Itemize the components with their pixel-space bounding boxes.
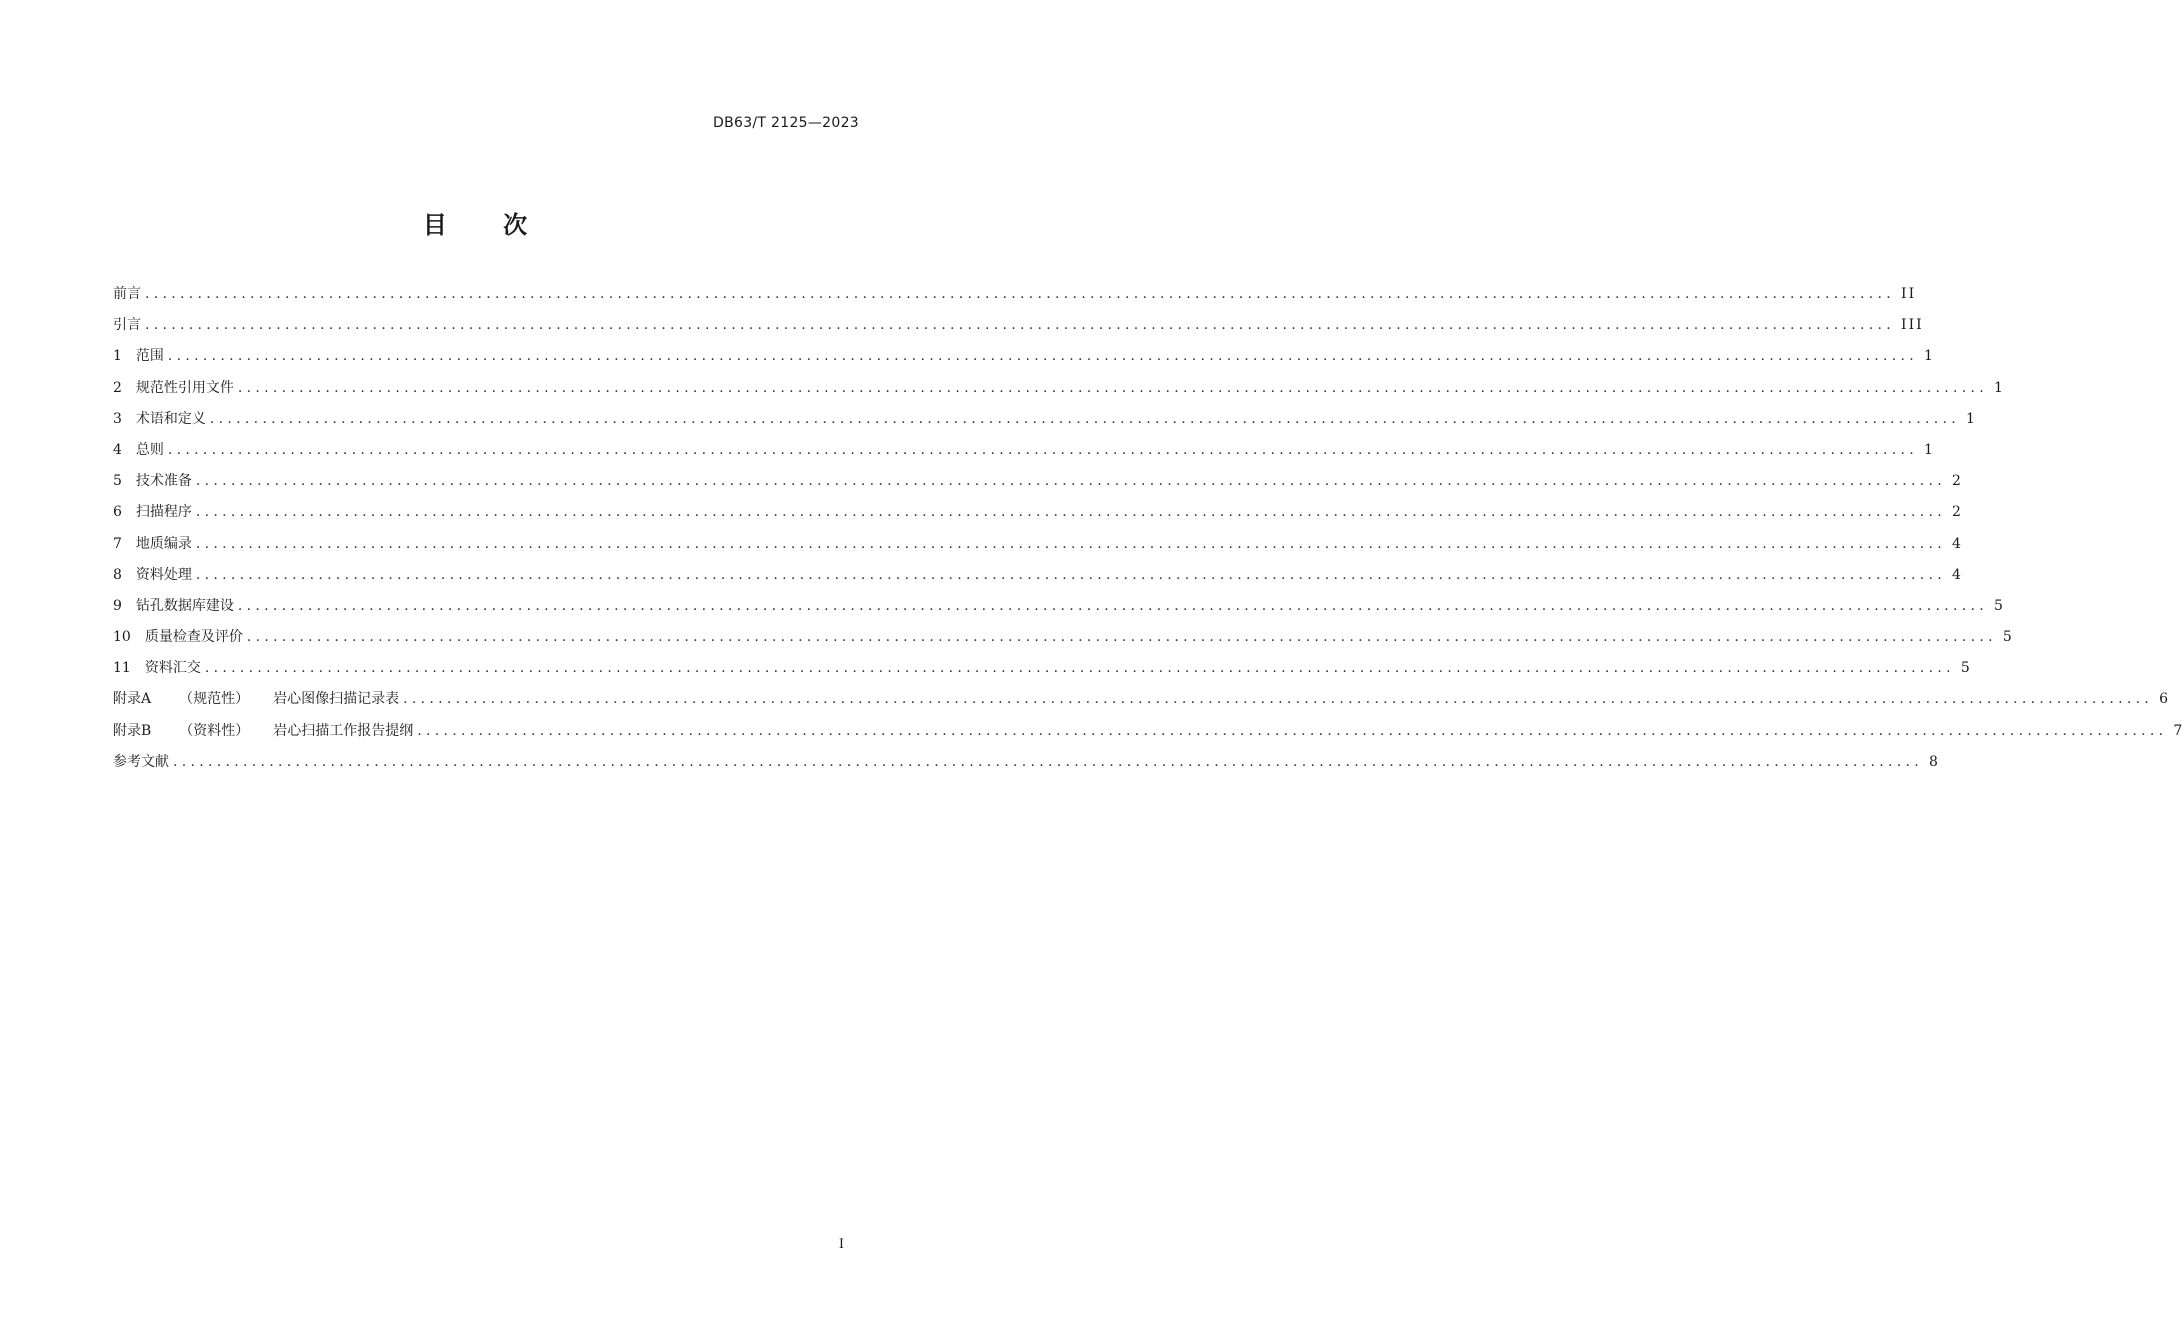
toc-entry[interactable]	[113, 470, 1963, 501]
toc-entry-label	[113, 408, 206, 428]
toc-entry-label	[113, 470, 192, 490]
toc-entry[interactable]	[113, 283, 1917, 314]
toc-entry-text: 扫描程序	[135, 504, 192, 521]
toc-dot-leader: ........................................................................................................................................................................................................	[173, 753, 1924, 770]
toc-dot-leader: ........................................................................................................................................................................................................	[195, 473, 1946, 490]
toc-entry-number: 附录B	[113, 722, 152, 739]
toc-entry-page: 1	[1965, 410, 1977, 427]
toc-entry[interactable]	[113, 751, 1940, 782]
toc-entry-page: III	[1901, 317, 1924, 334]
toc-entry-page: 4	[1951, 535, 1963, 552]
toc-dot-leader: ........................................................................................................................................................................................................	[195, 535, 1946, 552]
toc-entry-text: 钻孔数据库建设	[135, 597, 234, 614]
toc-dot-leader: ........................................................................................................................................................................................................	[204, 660, 1955, 677]
toc-dot-leader: ........................................................................................................................................................................................................	[403, 691, 2154, 708]
toc-entry[interactable]	[113, 688, 2171, 719]
toc-entry[interactable]	[113, 595, 2005, 626]
toc-dot-leader: ........................................................................................................................................................................................................	[195, 566, 1946, 583]
toc-title: 目 次	[422, 211, 552, 239]
toc-entry-number: 4	[113, 441, 122, 458]
toc-entry-number: 1	[113, 348, 122, 365]
toc-entry-number: 9	[113, 597, 122, 614]
toc-entry-page: 1	[1923, 441, 1935, 458]
toc-entry[interactable]	[113, 345, 1935, 376]
toc-entry-page: 5	[1960, 660, 1972, 677]
toc-entry-page: 1	[1923, 348, 1935, 365]
toc-entry-text: 质量检查及评价	[144, 629, 243, 646]
toc-entry-label	[113, 657, 201, 677]
toc-entry-label	[113, 314, 141, 334]
toc-entry-text: 引言	[113, 317, 141, 334]
toc-dot-leader: ........................................................................................................................................................................................................	[195, 504, 1946, 521]
toc-entry-number: 10	[113, 629, 131, 646]
toc-dot-leader: ........................................................................................................................................................................................................	[417, 722, 2168, 739]
toc-entry-label	[113, 533, 192, 553]
toc-entry[interactable]	[113, 439, 1935, 470]
toc-entry-number: 5	[113, 473, 122, 490]
toc-entry[interactable]	[113, 408, 1977, 439]
toc-entry-text: 范围	[135, 348, 164, 365]
toc-entry-text: 术语和定义	[135, 410, 206, 427]
toc-entry-text: 参考文献	[113, 753, 169, 770]
toc-entry-label	[113, 345, 164, 365]
toc-entry-annex-type: （资料性）	[179, 722, 250, 739]
toc-entry-label	[113, 595, 234, 615]
toc-entry-text: 岩心图像扫描记录表	[273, 691, 400, 708]
toc-entry[interactable]	[113, 626, 2014, 657]
toc-entry-label	[113, 688, 399, 708]
toc-entry-label	[113, 720, 413, 740]
toc-entry-page: 2	[1951, 504, 1963, 521]
toc-dot-leader: ........................................................................................................................................................................................................	[167, 441, 1918, 458]
toc-entry-label	[113, 751, 169, 771]
toc-entry[interactable]	[113, 564, 1963, 595]
page-number: I	[838, 1237, 844, 1252]
toc-entry-page: 7	[2173, 722, 2184, 739]
toc-dot-leader: ........................................................................................................................................................................................................	[237, 379, 1988, 396]
toc-entry[interactable]	[113, 501, 1963, 532]
toc-entry-number: 附录A	[113, 691, 152, 708]
toc-entry-number: 7	[113, 535, 122, 552]
toc-entry-page: 8	[1929, 753, 1940, 770]
toc-entry[interactable]	[113, 314, 1924, 345]
toc-entry-page: 1	[1993, 379, 2005, 396]
toc-entry-text: 资料处理	[135, 566, 192, 583]
toc-entry-page: 2	[1951, 473, 1963, 490]
toc-entry-number: 3	[113, 410, 122, 427]
toc-entry-number: 2	[113, 379, 122, 396]
toc-entry-page: 6	[2159, 691, 2171, 708]
toc-entry-text: 技术准备	[135, 473, 192, 490]
toc-entry-text: 前言	[113, 286, 141, 302]
toc-entry-text: 岩心扫描工作报告提纲	[273, 722, 414, 739]
toc-dot-leader: ........................................................................................................................................................................................................	[209, 410, 1960, 427]
toc-entry[interactable]	[113, 533, 1963, 564]
toc-entry-annex-type: （规范性）	[179, 691, 250, 708]
toc-dot-leader: ........................................................................................................................................................................................................	[145, 317, 1896, 334]
toc-entry[interactable]	[113, 377, 2005, 408]
toc-entry-page: 5	[1993, 597, 2005, 614]
toc-entry-page: 4	[1951, 566, 1963, 583]
toc-entry-number: 6	[113, 504, 122, 521]
toc-dot-leader: ........................................................................................................................................................................................................	[237, 597, 1988, 614]
toc-entry-page: II	[1901, 286, 1917, 302]
toc-dot-leader: ........................................................................................................................................................................................................	[145, 286, 1896, 302]
toc-entry-number: 8	[113, 566, 122, 583]
toc-entry-page: 5	[2002, 629, 2014, 646]
toc-dot-leader: ........................................................................................................................................................................................................	[167, 348, 1918, 365]
toc-entry-label	[113, 626, 243, 646]
toc-entry-label	[113, 501, 192, 521]
toc-entry-text: 总则	[135, 441, 164, 458]
toc-dot-leader: ........................................................................................................................................................................................................	[246, 629, 1997, 646]
toc-entry[interactable]	[113, 720, 2184, 751]
toc-entry-text: 规范性引用文件	[135, 379, 234, 396]
table-of-contents	[113, 283, 2184, 782]
toc-entry-label	[113, 377, 234, 397]
toc-entry-number: 11	[113, 660, 131, 677]
toc-entry-label	[113, 439, 164, 459]
document-code: DB63/T 2125—2023	[713, 115, 859, 131]
toc-entry[interactable]	[113, 657, 1972, 688]
toc-entry-text: 地质编录	[135, 535, 192, 552]
toc-entry-text: 资料汇交	[144, 660, 201, 677]
toc-entry-label	[113, 283, 141, 303]
toc-entry-label	[113, 564, 192, 584]
